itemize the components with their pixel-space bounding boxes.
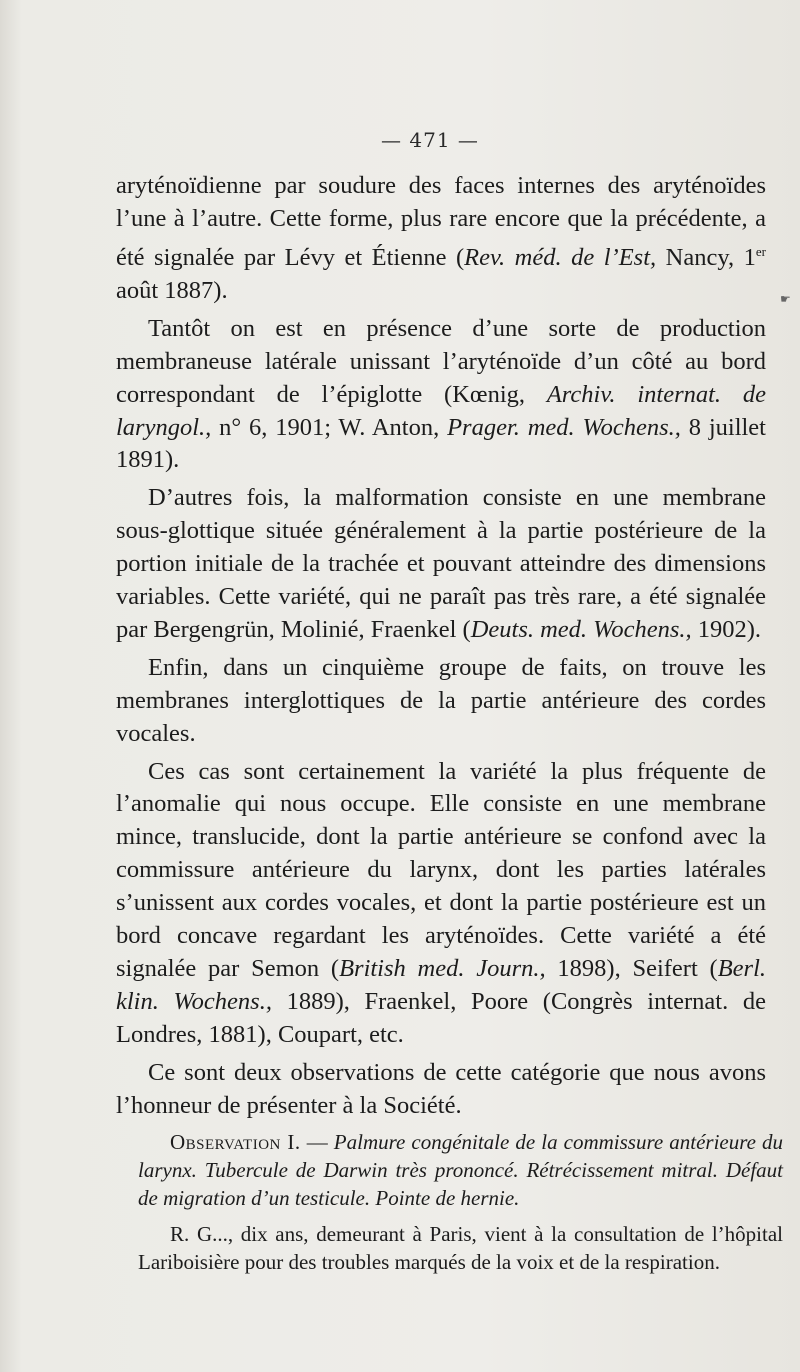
observation-title: Palmure congénitale de la commissure antérieure du larynx. Tubercule de Darwin très prononcé. Rétrécissement mitral. Défaut de migration d’un testicule. Pointe de hernie. — [138, 1130, 783, 1210]
margin-mark: ☛ — [780, 292, 791, 306]
paragraph-6: Ce sont deux observations de cette catégorie que nous avons l’honneur de présenter à la Société. — [116, 1058, 766, 1119]
observation-heading: Observation I. — [170, 1130, 301, 1154]
page-number: — 471 — — [381, 128, 479, 152]
observation-section — [138, 1128, 783, 1284]
paragraph-3: D’autres fois, la malformation consiste en une membrane sous-glottique située généralement à la partie postérieure de la portion initiale de la trachée et pouvant atteindre des dimensions variables. Cette variété, qui ne paraît pas très rare, a été signalée par Bergengrün, Molinié, Fraenkel (Deuts. med. Wochens., 1902). — [116, 484, 766, 643]
paragraph-4: Enfin, dans un cinquième groupe de faits, on trouve les membranes interglottiques de la partie antérieure des cordes vocales. — [116, 653, 766, 747]
main-text — [116, 170, 766, 1128]
paragraph-2: Tantôt on est en présence d’une sorte de production membraneuse latérale unissant l’aryténoïde d’un côté au bord correspondant de l’épiglotte (Kœnig, Archiv. internat. de laryngol., n° 6, 1901; W. Anton, Prager. med. Wochens., 8 juillet 1891). — [116, 314, 766, 474]
observation-heading-paragraph: Observation I. — Palmure congénitale de la commissure antérieure du larynx. Tubercule de Darwin très prononcé. Rétrécissement mitral. Défaut de migration d’un testicule. Pointe de hernie. — [138, 1130, 783, 1210]
paragraph-1: aryténoïdienne par soudure des faces internes des aryténoïdes l’une à l’autre. Cette forme, plus rare encore que la précédente, a été signalée par Lévy et Étienne (Rev. méd. de l’Est, Nancy, 1er août 1887). — [116, 172, 766, 304]
paragraph-5: Ces cas sont certainement la variété la plus fréquente de l’anomalie qui nous occupe. Elle consiste en une membrane mince, translucide, dont la partie antérieure se confond avec la commissure antérieure du larynx, dont les parties latérales s’unissent aux cordes vocales, et dont la partie postérieure est un bord concave regardant les aryténoïdes. Cette variété a été signalée par Semon (British med. Journ., 1898), Seifert (Berl. klin. Wochens., 1889), Fraenkel, Poore (Congrès internat. de Londres, 1881), Coupart, etc. — [116, 757, 767, 1048]
observation-text: R. G..., dix ans, demeurant à Paris, vient à la consultation de l’hôpital Lariboisière pour des troubles marqués de la voix et de la respiration. — [138, 1222, 783, 1274]
